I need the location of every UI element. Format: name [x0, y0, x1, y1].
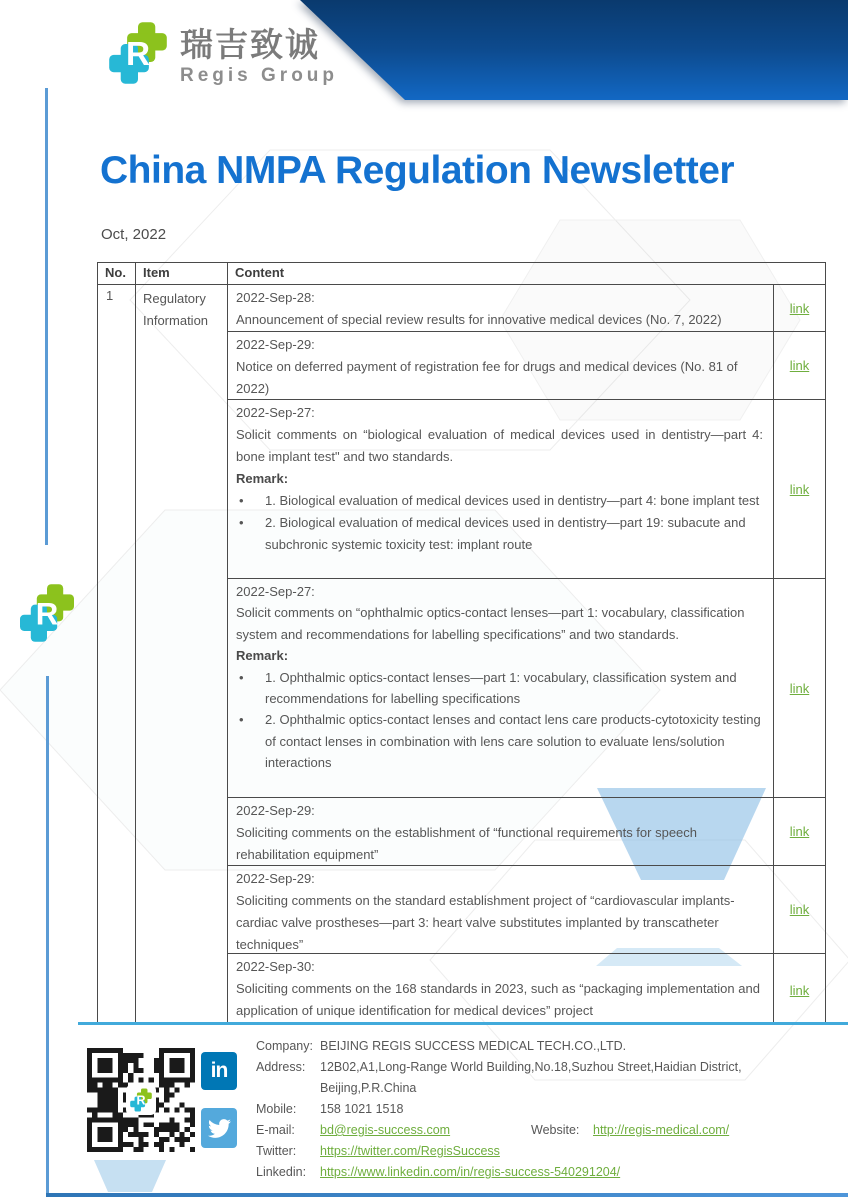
entry-date: 2022-Sep-29: — [236, 803, 315, 818]
entry-text: Solicit comments on “ophthalmic optics-contact lenses—part 1: vocabulary, classification system and recommendations for labelling specifications” and two standards. — [236, 605, 745, 642]
email-link[interactable]: bd@regis-success.com — [320, 1123, 451, 1137]
entry-date: 2022-Sep-28: — [236, 290, 315, 305]
entry-link[interactable]: link — [789, 983, 810, 998]
company-logo — [106, 20, 338, 87]
entry-date: 2022-Sep-27: — [236, 405, 315, 420]
entry-link[interactable]: link — [789, 824, 810, 839]
website-label: Website: — [531, 1123, 580, 1137]
address-line-2: Beijing,P.R.China — [320, 1081, 417, 1095]
entry-remark-label: Remark: — [236, 648, 289, 664]
linkedin-link[interactable]: https://www.linkedin.com/in/regis-success-540291204/ — [320, 1165, 621, 1179]
row-item-cell: Regulatory Information — [136, 285, 228, 1024]
regis-logo-icon-small — [17, 582, 77, 644]
entry-text: Soliciting comments on the 168 standards in 2023, such as “packaging implementation and application of unique identification for medical devices” project — [236, 981, 760, 1018]
entry-bullet: • 2. Biological evaluation of medical devices used in dentistry—part 19: subacute and subchronic systemic toxicity test: implant route — [236, 512, 763, 556]
address-label: Address: — [256, 1060, 306, 1074]
table-row — [228, 866, 825, 954]
bottom-rule — [46, 1193, 848, 1197]
linkedin-icon[interactable]: in — [201, 1052, 237, 1090]
entry-text: Solicit comments on “biological evaluation of medical devices used in dentistry—part 4: bone implant test" and two standards. — [236, 427, 763, 464]
table-row — [228, 798, 825, 866]
col-header-item: Item — [136, 263, 228, 284]
col-header-no: No. — [98, 263, 136, 284]
issue-date: Oct, 2022 — [101, 226, 167, 243]
row-number-cell: 1 — [98, 285, 136, 1024]
mobile-label: Mobile: — [256, 1102, 297, 1116]
entry-text: Soliciting comments on the standard establishment project of “cardiovascular implants-cardiac valve prostheses—part 3: heart valve substitutes implanted by transcatheter techniques” — [236, 893, 735, 952]
entry-text: Announcement of special review results for innovative medical devices (No. 7, 2022) — [236, 312, 722, 327]
logo-chinese-name: 瑞吉致诚 — [180, 26, 320, 63]
entry-link[interactable]: link — [789, 902, 810, 917]
entry-text: Notice on deferred payment of registration fee for drugs and medical devices (No. 81 of 2022) — [236, 359, 738, 396]
address-line-1: 12B02,A1,Long-Range World Building,No.18,Suzhou Street,Haidian District, — [320, 1060, 742, 1074]
regis-logo-icon — [106, 20, 170, 86]
mobile-number: 158 1021 1518 — [320, 1102, 404, 1116]
qr-code — [87, 1048, 195, 1152]
table-header — [98, 263, 825, 285]
website-link[interactable]: http://regis-medical.com/ — [593, 1123, 730, 1137]
entry-link[interactable]: link — [789, 358, 810, 373]
left-rule-top — [45, 88, 48, 545]
table-row — [228, 954, 825, 1025]
entry-link[interactable]: link — [789, 680, 810, 696]
email-label: E-mail: — [256, 1123, 295, 1137]
entry-date: 2022-Sep-30: — [236, 959, 315, 974]
table-row — [228, 332, 825, 400]
logo-english-name: Regis Group — [180, 65, 339, 86]
table-row — [228, 285, 825, 332]
footer-divider — [78, 1022, 848, 1025]
twitter-icon[interactable] — [201, 1108, 237, 1148]
entry-date: 2022-Sep-29: — [236, 337, 315, 352]
table-row — [228, 579, 825, 798]
company-label: Company: — [256, 1039, 313, 1053]
entry-text: Soliciting comments on the establishment of “functional requirements for speech rehabilitation equipment” — [236, 825, 698, 862]
col-header-content: Content — [235, 265, 285, 280]
entry-bullet: • 2. Ophthalmic optics-contact lenses and contact lens care products-cytotoxicity testing of contact lenses in combination with lens care solution to evaluate lens/solution interactions — [236, 709, 763, 773]
twitter-link[interactable]: https://twitter.com/RegisSuccess — [320, 1144, 500, 1158]
twitter-bird-icon — [208, 1117, 231, 1140]
regulation-table — [97, 262, 826, 1025]
entry-bullet: • 1. Biological evaluation of medical devices used in dentistry—part 4: bone implant test — [236, 490, 763, 512]
linkedin-label: Linkedin: — [256, 1165, 307, 1179]
company-name: BEIJING REGIS SUCCESS MEDICAL TECH.CO.,LTD. — [320, 1039, 627, 1053]
entry-date: 2022-Sep-29: — [236, 871, 315, 886]
left-rule-bottom — [46, 676, 49, 1196]
page-title: China NMPA Regulation Newsletter — [100, 149, 735, 192]
twitter-label: Twitter: — [256, 1144, 297, 1158]
entry-date: 2022-Sep-27: — [236, 584, 315, 599]
contact-block — [256, 1036, 816, 1183]
entry-link[interactable]: link — [789, 300, 810, 316]
qr-center-logo-icon — [126, 1085, 156, 1115]
table-row — [228, 400, 825, 579]
entry-remark-label: Remark: — [236, 471, 289, 486]
entry-link[interactable]: link — [789, 481, 810, 497]
entry-bullet: • 1. Ophthalmic optics-contact lenses—part 1: vocabulary, classification system and recommendations for labelling specifications — [236, 667, 763, 710]
